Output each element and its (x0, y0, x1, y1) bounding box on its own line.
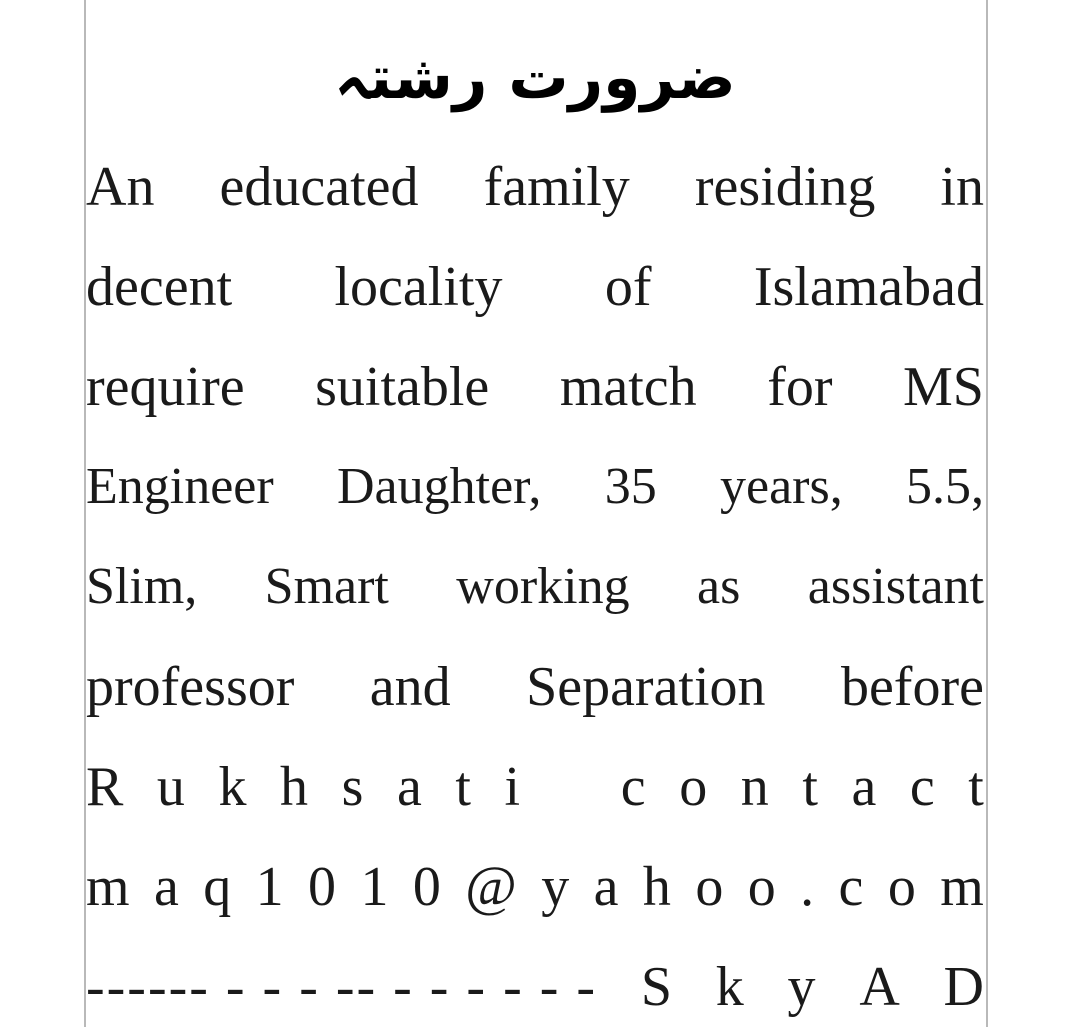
ad-word: for (767, 356, 833, 418)
ad-letter: n (740, 756, 769, 818)
ad-word: family (483, 156, 630, 218)
ad-line-7 (86, 752, 984, 822)
ad-word: as (697, 558, 741, 615)
ad-letter: t (455, 756, 471, 818)
ad-letter: @ (465, 856, 517, 918)
ad-word: An (86, 156, 155, 218)
ad-line-8-email (86, 852, 984, 922)
ad-line-1 (86, 152, 984, 222)
ad-line-5 (86, 552, 984, 622)
ad-letter: o (747, 856, 776, 918)
ad-letter: u (156, 756, 185, 818)
ad-word: in (940, 156, 984, 218)
ad-line-3 (86, 352, 984, 422)
ad-word: decent (86, 256, 233, 318)
ad-letter: 0 (308, 856, 337, 918)
ad-word: assistant (807, 558, 984, 615)
ad-word: Daughter, (336, 458, 542, 515)
ad-word: years, (719, 458, 843, 515)
ad-letter: h (280, 756, 309, 818)
ad-line-9-signature (86, 952, 984, 1022)
ad-letter: c (620, 756, 646, 818)
ad-letter: o (695, 856, 724, 918)
ad-word: locality (334, 256, 503, 318)
ad-letter: m (940, 856, 984, 918)
ad-letter: m (86, 856, 130, 918)
ad-letter: . (800, 856, 815, 918)
ad-word: MS (903, 356, 984, 418)
ad-word: Separation (526, 656, 766, 718)
ad-word: suitable (315, 356, 490, 418)
ad-line-4 (86, 452, 984, 522)
ad-word: 35 (604, 458, 657, 515)
ad-dash-fill: ------ - - - -- - - - - - - (86, 956, 598, 1018)
ad-heading: ضرورت رشتہ (334, 43, 736, 113)
ad-line-2 (86, 252, 984, 322)
ad-letter: k (218, 756, 247, 818)
ad-word: 5.5, (906, 458, 984, 515)
ad-word: match (559, 356, 697, 418)
ad-letter: k (715, 956, 744, 1018)
ad-letter: o (887, 856, 916, 918)
ad-letter: 0 (412, 856, 441, 918)
ad-word: Engineer (86, 458, 274, 515)
ad-word: of (604, 256, 652, 318)
ad-word: Smart (264, 558, 389, 615)
ad-letter: a (851, 756, 877, 818)
ad-letter: i (504, 756, 521, 818)
ad-letter: a (396, 756, 422, 818)
ad-letter: t (802, 756, 818, 818)
ad-letter: S (640, 956, 672, 1018)
ad-letter: a (153, 856, 179, 918)
classified-ad (86, 0, 984, 1027)
ad-letter: A (859, 956, 900, 1018)
ad-letter: 1 (360, 856, 389, 918)
ad-letter: D (943, 956, 984, 1018)
ad-line-6 (86, 652, 984, 722)
ad-letter: s (341, 756, 364, 818)
ad-letter: o (679, 756, 708, 818)
ad-word: and (369, 656, 451, 718)
ad-word: residing (694, 156, 876, 218)
ad-word: working (456, 558, 630, 615)
ad-letter: t (968, 756, 984, 818)
ad-letter: 1 (255, 856, 284, 918)
ad-letter: c (838, 856, 864, 918)
ad-letter: q (203, 856, 232, 918)
ad-word: professor (86, 656, 295, 718)
ad-letter: y (541, 856, 570, 918)
ad-word: Slim, (86, 558, 198, 615)
column-border-right (986, 0, 988, 1027)
ad-word: before (840, 656, 984, 718)
ad-letter: y (787, 956, 816, 1018)
ad-letter: c (909, 756, 935, 818)
ad-word: educated (219, 156, 419, 218)
ad-letter: h (642, 856, 671, 918)
ad-letter: R (86, 756, 124, 818)
ad-word: require (86, 356, 245, 418)
ad-word: Islamabad (753, 256, 984, 318)
ad-letter: a (593, 856, 619, 918)
